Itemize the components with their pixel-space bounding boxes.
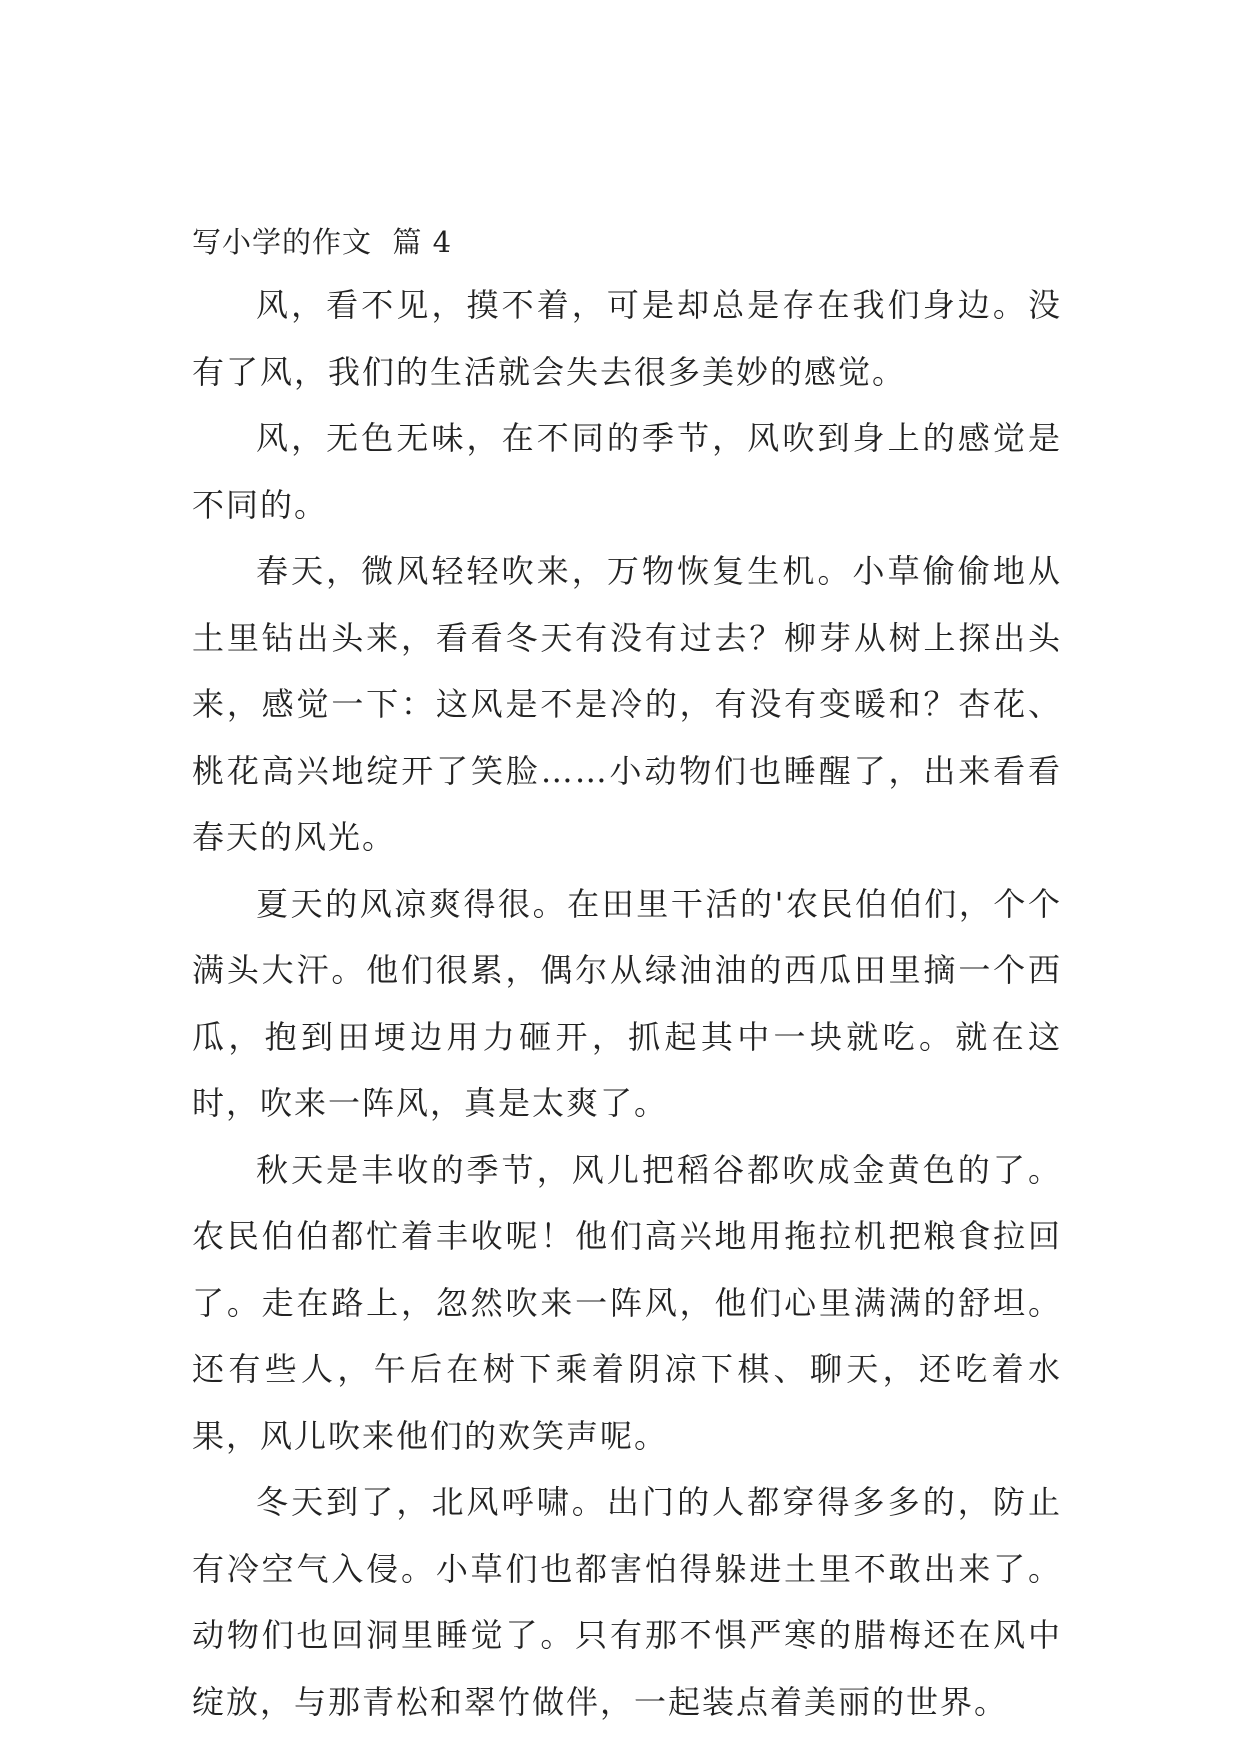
document-title: 写小学的作文 篇 4	[192, 225, 453, 259]
paragraph-5: 秋天是丰收的季节，风儿把稻谷都吹成金黄色的了。农民伯伯都忙着丰收呢！他们高兴地用拖拉机把粮食拉回了。走在路上，忽然吹来一阵风，他们心里满满的舒坦。还有些人，午后在树下乘着阴凉下棋、聊天，还吃着水果，风儿吹来他们的欢笑声呢。	[192, 1150, 1062, 1455]
paragraph-1: 风，看不见，摸不着，可是却总是存在我们身边。没有了风，我们的生活就会失去很多美妙的感觉。	[192, 286, 1062, 391]
paragraph-4: 夏天的风凉爽得很。在田里干活的'农民伯伯们，个个满头大汗。他们很累，偶尔从绿油油的西瓜田里摘一个西瓜，抱到田埂边用力砸开，抓起其中一块就吃。就在这时，吹来一阵风，真是太爽了。	[192, 884, 1062, 1122]
document-page	[192, 222, 1062, 1735]
paragraph-3: 春天，微风轻轻吹来，万物恢复生机。小草偷偷地从土里钻出头来，看看冬天有没有过去？柳芽从树上探出头来，感觉一下：这风是不是冷的，有没有变暖和？杏花、桃花高兴地绽开了笑脸……小动物们也睡醒了，出来看看春天的风光。	[192, 552, 1062, 856]
paragraph-6: 冬天到了，北风呼啸。出门的人都穿得多多的，防止有冷空气入侵。小草们也都害怕得躲进土里不敢出来了。动物们也回洞里睡觉了。只有那不惧严寒的腊梅还在风中绽放，与那青松和翠竹做伴，一起装点着美丽的世界。	[192, 1483, 1062, 1721]
paragraph-2: 风，无色无味，在不同的季节，风吹到身上的感觉是不同的。	[192, 419, 1062, 524]
